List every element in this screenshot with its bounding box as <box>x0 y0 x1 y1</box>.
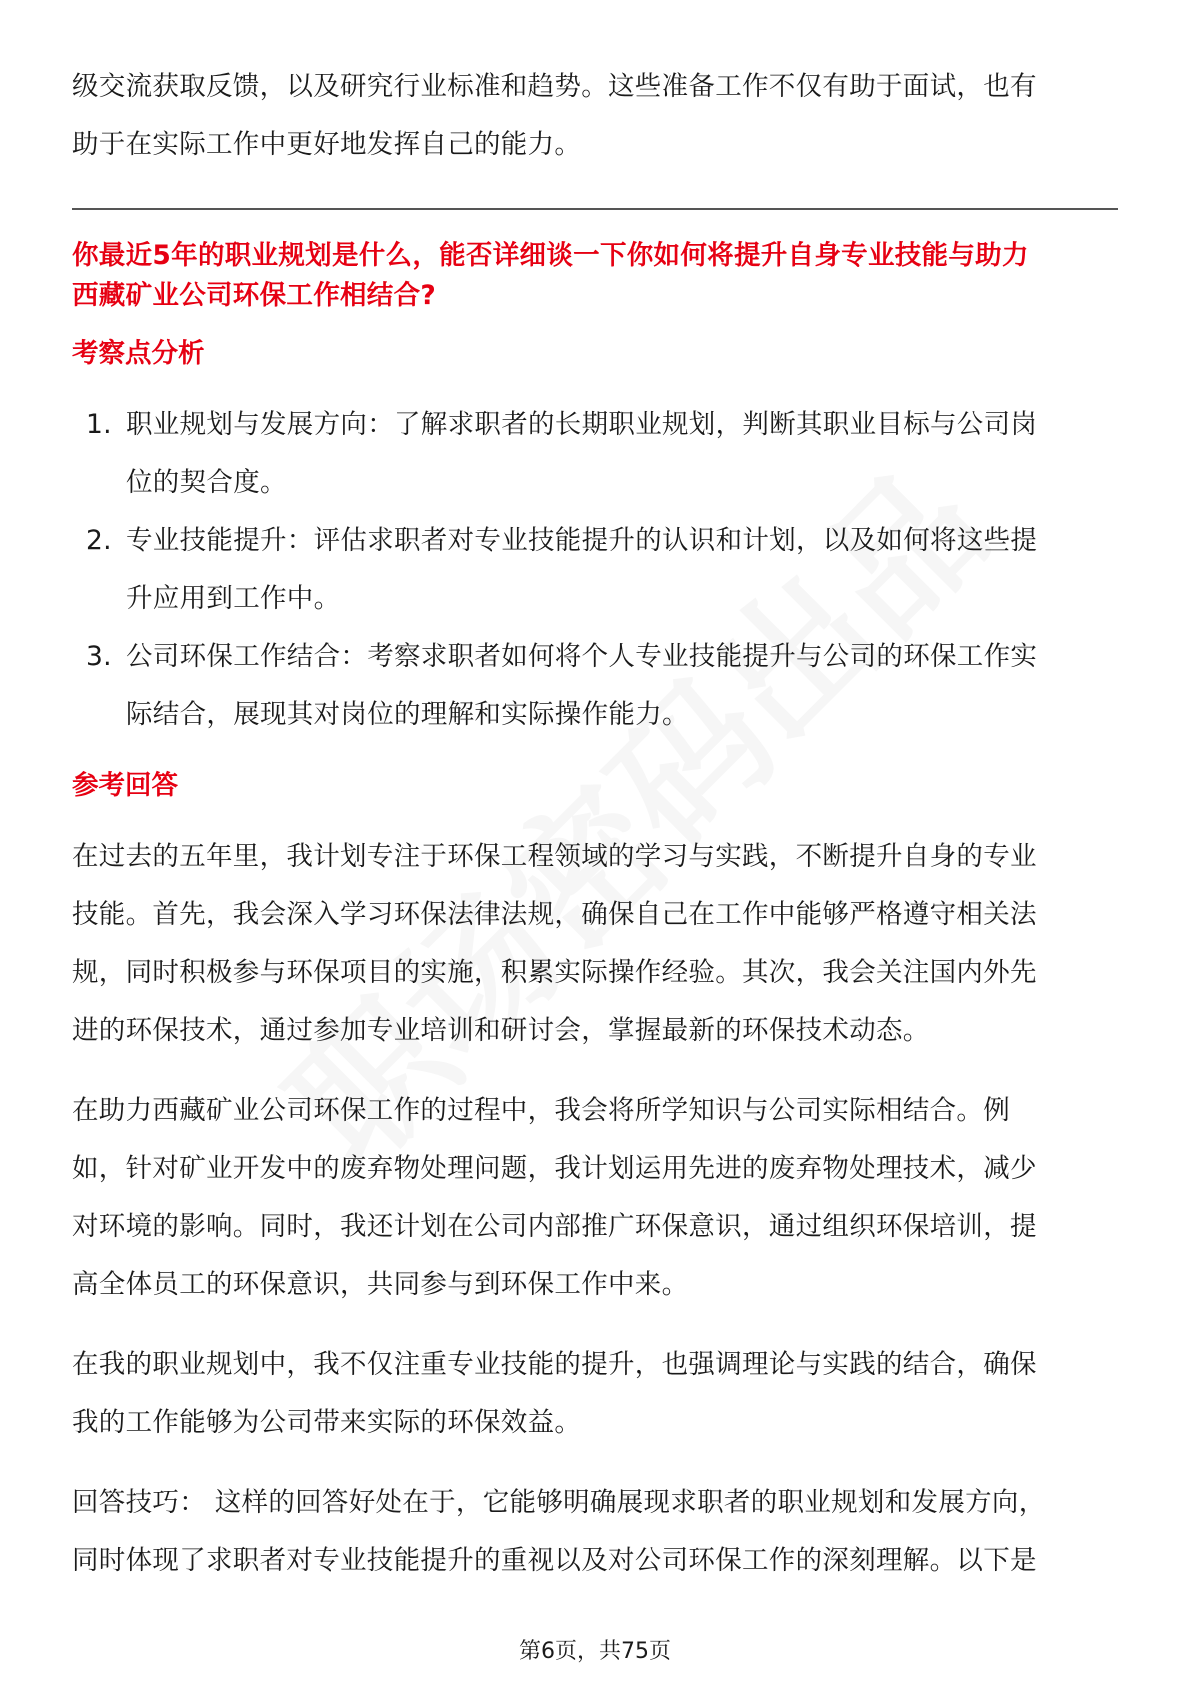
answer-line: 技能。首先，我会深入学习环保法律法规，确保自己在工作中能够严格遵守相关法 <box>72 899 1037 930</box>
point-line: 际结合，展现其对岗位的理解和实际操作能力。 <box>126 699 689 730</box>
answer-line: 在过去的五年里，我计划专注于环保工程领域的学习与实践，不断提升自身的专业 <box>72 841 1037 872</box>
answer-line: 同时体现了求职者对专业技能提升的重视以及对公司环保工作的深刻理解。以下是 <box>72 1545 1037 1576</box>
answer-line: 回答技巧： 这样的回答好处在于，它能够明确展现求职者的职业规划和发展方向， <box>72 1487 1046 1518</box>
answer-line: 高全体员工的环保意识，共同参与到环保工作中来。 <box>72 1269 689 1300</box>
answer-line: 规，同时积极参与环保项目的实施，积累实际操作经验。其次，我会关注国内外先 <box>72 957 1037 988</box>
answer-paragraph <box>72 828 1118 1060</box>
point-line: 职业规划与发展方向：了解求职者的长期职业规划，判断其职业目标与公司岗 <box>126 409 1038 440</box>
point-line: 专业技能提升：评估求职者对专业技能提升的认识和计划，以及如何将这些提 <box>126 525 1038 556</box>
answer-line: 在我的职业规划中，我不仅注重专业技能的提升，也强调理论与实践的结合，确保 <box>72 1349 1037 1380</box>
answer-line: 对环境的影响。同时，我还计划在公司内部推广环保意识，通过组织环保培训，提 <box>72 1211 1037 1242</box>
answer-line: 在助力西藏矿业公司环保工作的过程中，我会将所学知识与公司实际相结合。例 <box>72 1095 1010 1126</box>
page-content <box>72 58 1118 1590</box>
answer-line: 进的环保技术，通过参加专业培训和研讨会，掌握最新的环保技术动态。 <box>72 1015 930 1046</box>
analysis-point <box>72 512 1118 628</box>
point-line: 公司环保工作结合：考察求职者如何将个人专业技能提升与公司的环保工作实 <box>126 641 1038 672</box>
point-number: 1. <box>86 409 112 440</box>
question-line: 你最近5年的职业规划是什么，能否详细谈一下你如何将提升自身专业技能与助力 <box>72 240 1029 271</box>
answer-paragraph <box>72 1082 1118 1314</box>
answer-paragraph <box>72 1336 1118 1452</box>
analysis-heading: 考察点分析 <box>72 338 205 369</box>
page-number-footer: 第6页，共75页 <box>519 1639 671 1664</box>
section-divider <box>72 208 1118 210</box>
intro-line: 级交流获取反馈，以及研究行业标准和趋势。这些准备工作不仅有助于面试，也有 <box>72 71 1037 102</box>
point-line: 位的契合度。 <box>126 467 287 498</box>
answer-heading: 参考回答 <box>72 770 178 801</box>
analysis-point <box>72 628 1118 744</box>
point-number: 2. <box>86 525 112 556</box>
interview-question <box>72 236 1118 316</box>
answer-line: 如，针对矿业开发中的废弃物处理问题，我计划运用先进的废弃物处理技术，减少 <box>72 1153 1037 1184</box>
intro-paragraph <box>72 58 1118 174</box>
answer-tips-paragraph <box>72 1474 1118 1590</box>
question-line: 西藏矿业公司环保工作相结合? <box>72 280 437 311</box>
answer-line: 我的工作能够为公司带来实际的环保效益。 <box>72 1407 582 1438</box>
analysis-points <box>72 396 1118 744</box>
point-number: 3. <box>86 641 112 672</box>
intro-line: 助于在实际工作中更好地发挥自己的能力。 <box>72 129 582 160</box>
analysis-point <box>72 396 1118 512</box>
point-line: 升应用到工作中。 <box>126 583 341 614</box>
